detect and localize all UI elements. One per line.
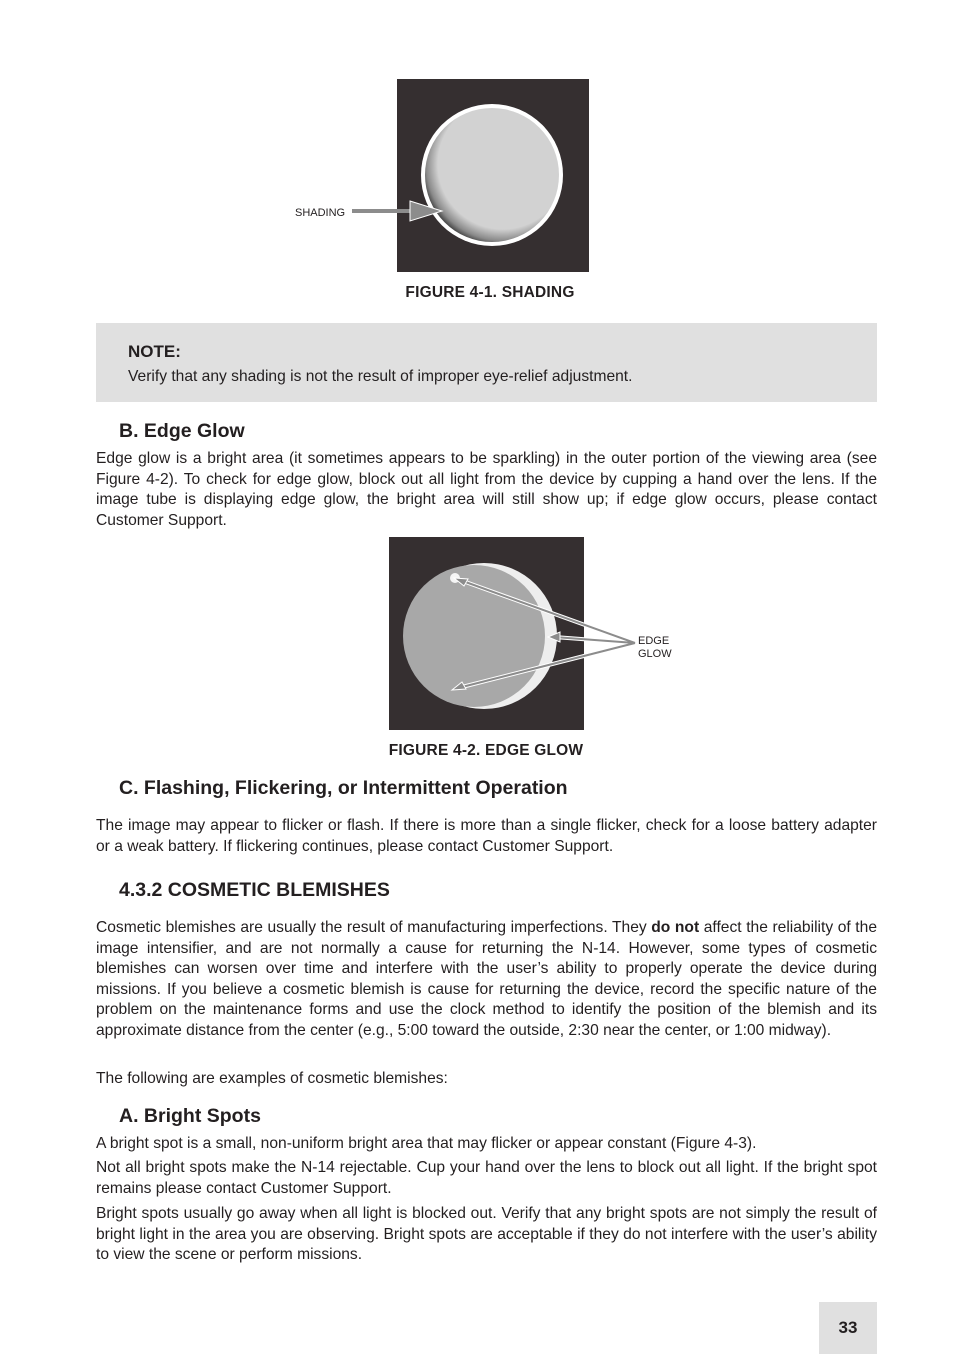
cosmetic-text-part2: affect the reliability of the image intensifier, and are not normally a cause for returning the N-14. However, some types of cosmetic blemishes can worsen over time and interfere with the user’s ability to properly operate the device during missions. If you believe a cosmetic blemish is cause for returning the device, record the specific nature of the problem on the maintenance forms and use the clock method to identify the position of the blemish and its approximate distance from the center (e.g., 5:00 toward the outside, 2:30 near the center, or 1:00 midway).	[96, 919, 877, 1039]
shading-lens-image	[425, 108, 559, 242]
flashing-heading: C. Flashing, Flickering, or Intermittent Operation	[119, 777, 568, 799]
figure-shading	[290, 78, 590, 274]
flashing-paragraph: The image may appear to flicker or flash. If there is more than a single flicker, check for a loose battery adapter or a weak battery. If flickering continues, please contact Customer Support.	[96, 817, 877, 855]
note-box	[96, 323, 877, 402]
figure-4-2-caption: FIGURE 4-2. EDGE GLOW	[388, 742, 584, 759]
note-text: Verify that any shading is not the result of improper eye-relief adjustment.	[128, 368, 633, 385]
bright-spots-paragraph-2: Not all bright spots make the N-14 rejectable. Cup your hand over the lens to block out all light. If the bright spot remains please contact Customer Support.	[96, 1159, 877, 1197]
bright-spots-paragraph-1: A bright spot is a small, non-uniform bright area that may flicker or appear constant (Figure 4-3).	[96, 1135, 757, 1152]
edge-glow-paragraph: Edge glow is a bright area (it sometimes appears to be sparkling) in the outer portion of the viewing area (see Figure 4-2). To check for edge glow, block out all light from the device by cupping a hand over the lens. If the image tube is displaying edge glow, the bright area will still show up; if edge glow occurs, please contact Customer Support.	[96, 450, 877, 529]
edge-glow-heading: B. Edge Glow	[119, 420, 245, 442]
page-number: 33	[819, 1302, 877, 1354]
cosmetic-blemishes-paragraph	[96, 918, 877, 1041]
shading-label: SHADING	[295, 207, 346, 219]
cosmetic-blemishes-heading: 4.3.2 COSMETIC BLEMISHES	[119, 879, 390, 901]
note-title: NOTE:	[128, 342, 181, 361]
bright-spots-heading: A. Bright Spots	[119, 1105, 261, 1127]
examples-intro: The following are examples of cosmetic blemishes:	[96, 1070, 448, 1087]
edge-glow-label-line2: GLOW	[638, 648, 672, 660]
bright-spots-paragraph-3: Bright spots usually go away when all light is blocked out. Verify that any bright spots are not simply the result of bright light in the area you are observing. Bright spots are acceptable if they do not interfere with the user’s ability to view the scene or perform missions.	[96, 1205, 877, 1263]
figure-4-1-caption: FIGURE 4-1. SHADING	[405, 284, 575, 301]
cosmetic-text-bold: do not	[651, 919, 700, 936]
figure-edge-glow	[388, 536, 688, 732]
edge-glow-label-line1: EDGE	[638, 635, 670, 647]
cosmetic-text-part1: Cosmetic blemishes are usually the result of manufacturing imperfections. They	[96, 919, 652, 936]
